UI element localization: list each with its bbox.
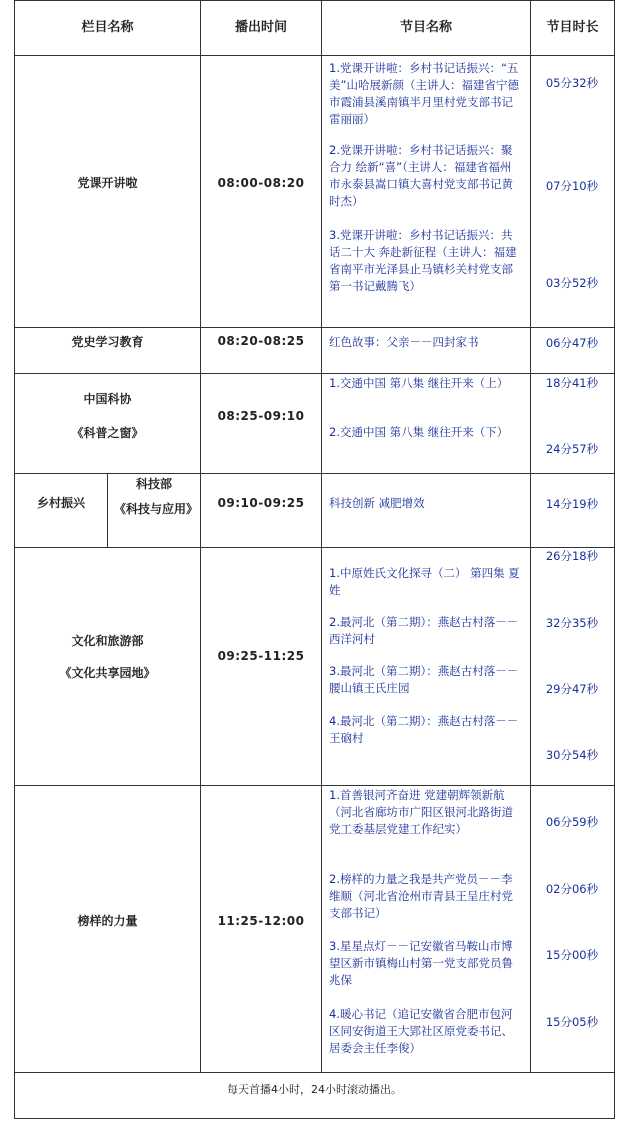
column-divider [530, 0, 531, 1073]
program-title: 4.暖心书记（追记安徽省合肥市包河区同安街道王大郢社区原党委书记、居委会主任李俊） [329, 1007, 513, 1055]
program-title: 科技创新 减肥增效 [329, 496, 425, 510]
column-subtitle: 《文化共享园地》 [59, 666, 156, 680]
program-duration: 06分47秒 [545, 336, 599, 350]
broadcast-time: 08:20-08:25 [217, 334, 305, 348]
row-divider [14, 373, 615, 374]
program-duration: 14分19秒 [545, 497, 599, 511]
program-duration: 26分18秒 [545, 549, 599, 563]
footer-note: 每天首播4小时，24小时滚动播出。 [227, 1083, 402, 1096]
column-name: 榜样的力量 [77, 914, 138, 928]
program-duration: 30分54秒 [545, 748, 599, 762]
row-divider [14, 327, 615, 328]
program-duration: 03分52秒 [545, 276, 599, 290]
table-border-right [614, 0, 615, 1119]
program-duration: 05分32秒 [545, 76, 599, 90]
row-divider [14, 547, 615, 548]
column-subtitle: 科技部 [135, 477, 172, 491]
header-broadcast-time: 播出时间 [234, 20, 287, 35]
table-border-left [14, 0, 15, 1119]
program-title: 3.党课开讲啦：乡村书记话振兴：共话二十大 奔赴新征程（主讲人：福建省南平市光泽县止马镇杉关村党支部第一书记戴腾飞） [329, 228, 517, 293]
program-title: 2.最河北（第二期）：燕赵古村落－－西洋河村 [329, 615, 519, 646]
column-name: 党课开讲啦 [77, 176, 138, 190]
broadcast-time: 09:25-11:25 [217, 649, 305, 663]
column-subtitle: 《科技与应用》 [114, 502, 199, 516]
program-title: 2.交通中国 第八集 继往开来（下） [329, 425, 509, 439]
header-duration: 节目时长 [546, 20, 599, 35]
column-name: 文化和旅游部 [71, 634, 144, 648]
broadcast-time: 11:25-12:00 [217, 914, 305, 928]
program-title: 1.中原姓氏文化探寻（二） 第四集 夏姓 [329, 566, 520, 597]
column-subtitle: 《科普之窗》 [71, 426, 144, 440]
header-program-name: 节目名称 [399, 20, 452, 35]
program-title: 2.党课开讲啦：乡村书记话振兴：聚合力 绘新“喜”（主讲人：福建省福州市永泰县嵩口镇大喜村党支部书记黄时杰） [329, 143, 513, 208]
program-duration: 15分05秒 [545, 1015, 599, 1029]
column-name: 中国科协 [83, 392, 132, 406]
row-divider [14, 785, 615, 786]
program-title: 2.榜样的力量之我是共产党员－－李维顺（河北省沧州市青县王呈庄村党支部书记） [329, 872, 513, 920]
program-title: 1.党课开讲啦：乡村书记话振兴：“五美”山哈展新颜（主讲人：福建省宁德市霞浦县溪南镇半月里村党支部书记雷丽丽） [329, 61, 519, 126]
table-border-bottom [14, 1118, 615, 1119]
program-title: 3.星星点灯－－记安徽省马鞍山市博望区新市镇梅山村第一党支部党员鲁兆保 [329, 939, 513, 987]
program-duration: 29分47秒 [545, 682, 599, 696]
program-duration: 24分57秒 [545, 442, 599, 456]
row-divider [14, 1072, 615, 1073]
program-duration: 07分10秒 [545, 179, 599, 193]
column-name: 党史学习教育 [71, 335, 144, 349]
header-column-name: 栏目名称 [81, 20, 134, 35]
program-duration: 15分00秒 [545, 948, 599, 962]
program-duration: 18分41秒 [545, 376, 599, 390]
program-title: 3.最河北（第二期）：燕赵古村落－－腰山镇王氏庄园 [329, 664, 519, 695]
program-duration: 32分35秒 [545, 616, 599, 630]
program-title: 红色故事：父亲－－四封家书 [329, 335, 479, 349]
table-border-top [14, 0, 615, 1]
header-row-divider [14, 55, 615, 56]
program-title: 4.最河北（第二期）：燕赵古村落－－王硇村 [329, 714, 519, 745]
column-divider [321, 0, 322, 1073]
program-title: 1.首善银河齐奋进 党建朝辉领新航（河北省廊坊市广阳区银河北路街道党工委基层党建工作纪实） [329, 788, 513, 836]
program-title: 1.交通中国 第八集 继往开来（上） [329, 376, 509, 390]
program-duration: 02分06秒 [545, 882, 599, 896]
broadcast-time: 08:25-09:10 [217, 409, 305, 423]
broadcast-time: 08:00-08:20 [217, 176, 305, 190]
column-divider [200, 0, 201, 1073]
program-duration: 06分59秒 [545, 815, 599, 829]
broadcast-time: 09:10-09:25 [217, 496, 305, 510]
column-name: 乡村振兴 [36, 496, 85, 510]
row-divider [14, 473, 615, 474]
